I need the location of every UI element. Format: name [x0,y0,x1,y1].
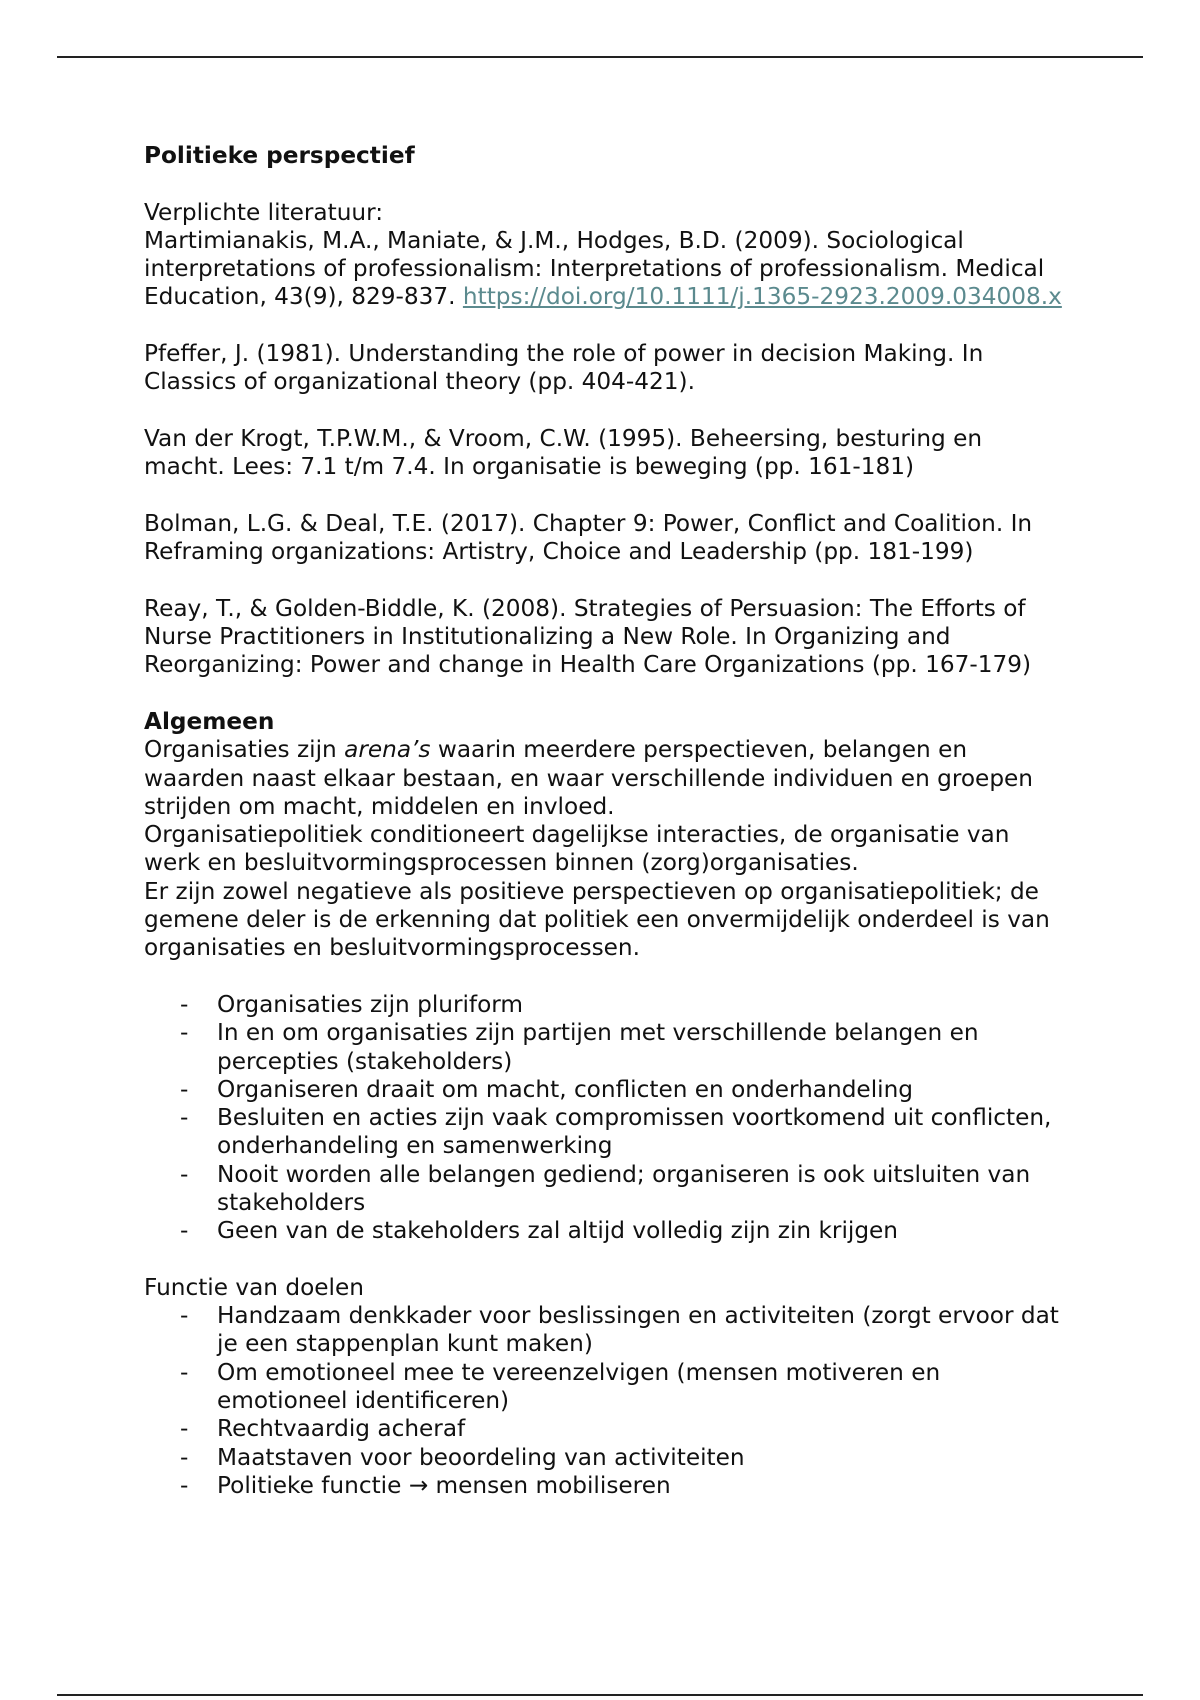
list-item-text: Maatstaven voor beoordeling van activiteiten [217,1443,745,1471]
general-p1-text: Organisaties zijn [144,736,345,764]
bullet-dash: - [180,1160,189,1188]
reference-3: Van der Krogt, T.P.W.M., & Vroom, C.W. (1995). Beheersing, besturing en macht. Lees: 7.1 t/m 7.4. In organisatie is beweging (pp. 161-181) [144,424,983,481]
reference-4: Bolman, L.G. & Deal, T.E. (2017). Chapter 9: Power, Conflict and Coalition. In Reframing organizations: Artistry, Choice and Leadership (pp. 181-199) [144,509,1033,566]
list-item-text: Besluiten en acties zijn vaak compromissen voortkomend uit conflicten, onderhandeling en samenwerking [217,1104,1052,1160]
bullet-dash: - [180,1471,189,1499]
general-p1-emphasis: arena’s [344,736,431,764]
goals-bullet-list [144,1302,1064,1500]
doi-link[interactable]: https://doi.org/10.1111/j.1365-2923.2009.034008.x [462,283,1062,311]
list-item-text: Organisaties zijn pluriform [217,990,523,1018]
bullet-dash: - [180,1075,189,1103]
bullet-dash: - [180,1104,189,1132]
list-item [144,1076,1064,1104]
footer-rule [57,1694,1143,1696]
list-item-text: Geen van de stakeholders zal altijd volledig zijn zin krijgen [217,1217,899,1245]
list-item [144,1161,1064,1218]
reference-2: Pfeffer, J. (1981). Understanding the role of power in decision Making. In Classics of organizational theory (pp. 404-421). [144,340,984,396]
list-item-text: Om emotioneel mee te vereenzelvigen (mensen motiveren en emotioneel identificeren) [217,1358,941,1415]
list-item-text: Organiseren draait om macht, conflicten en onderhandeling [217,1075,913,1103]
list-item [144,1359,1064,1416]
bullet-dash: - [180,1415,189,1443]
list-item-text: Rechtvaardig acheraf [217,1415,466,1443]
general-p1-text-rest: waarin meerdere perspectieven, belangen en waarden naast elkaar bestaan, en waar verschillende individuen en groepen strijden om macht, middelen en invloed. [144,736,1034,820]
list-item [144,1217,1064,1245]
list-item-text: In en om organisaties zijn partijen met verschillende belangen en percepties (stakeholders) [217,1019,979,1075]
bullet-dash: - [180,1443,189,1471]
list-item-text: Handzaam denkkader voor beslissingen en activiteiten (zorgt ervoor dat je een stappenplan kunt maken) [217,1302,1059,1358]
list-item [144,1415,1064,1443]
list-item [144,1302,1064,1359]
list-item-text: Nooit worden alle belangen gediend; organiseren is ook uitsluiten van stakeholders [217,1160,1031,1216]
bullet-dash: - [180,1217,189,1245]
list-item [144,1444,1064,1472]
list-item [144,991,1064,1019]
reference-text: Martimianakis, M.A., Maniate, & J.M., Hodges, B.D. (2009). Sociological interpretations of professionalism: Interpretations of professionalism. Medical Education, 43(9), 829-837. [144,226,1045,311]
reference-5: Reay, T., & Golden-Biddle, K. (2008). Strategies of Persuasion: The Efforts of Nurse Practitioners in Institutionalizing a New Role. In Organizing and Reorganizing: Power and change in Health Care Organizations (pp. 167-179) [144,594,1032,679]
bullet-dash: - [180,1019,189,1047]
section-heading: Politieke perspectief [144,142,415,169]
list-item [144,1019,1064,1076]
header-rule [57,56,1143,58]
general-paragraph-1 [144,736,1064,821]
bullet-dash: - [180,1302,189,1330]
list-item [144,1472,1064,1500]
document-body [144,142,1064,1500]
list-item-text: Politieke functie → mensen mobiliseren [217,1471,671,1499]
goals-heading: Functie van doelen [144,1273,364,1301]
general-heading: Algemeen [144,707,275,735]
bullet-dash: - [180,1358,189,1386]
bullet-dash: - [180,990,189,1018]
list-item [144,1104,1064,1161]
literature-label: Verplichte literatuur: [144,198,384,226]
general-paragraph-2: Organisatiepolitiek conditioneert dagelijkse interacties, de organisatie van werk en besluitvormingsprocessen binnen (zorg)organisaties. [144,821,1010,877]
general-bullet-list [144,991,1064,1246]
reference-1 [144,227,1064,312]
general-paragraph-3: Er zijn zowel negatieve als positieve perspectieven op organisatiepolitiek; de gemene deler is de erkenning dat politiek een onvermijdelijk onderdeel is van organisaties en besluitvormingsprocessen. [144,877,1050,962]
